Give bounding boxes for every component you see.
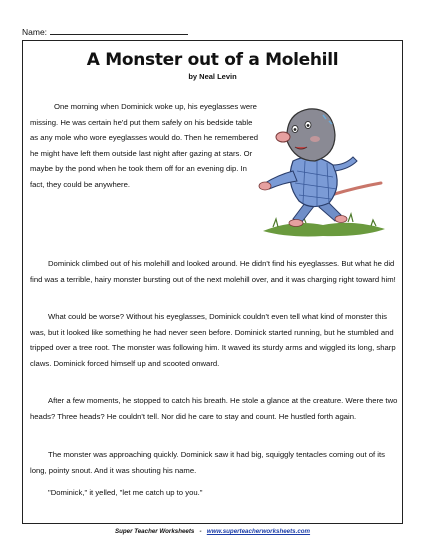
- running-mole-illustration: [253, 91, 393, 241]
- footer-separator: -: [199, 528, 202, 535]
- story-paragraph-5: The monster was approaching quickly. Dominick saw it had big, squiggly tentacles coming out of its long, pointy snout. And it was shouting his name.: [30, 450, 385, 475]
- name-label: Name:: [22, 27, 48, 37]
- footer-url-link[interactable]: www.superteacherworksheets.com: [206, 528, 311, 535]
- footer-publisher: Super Teacher Worksheets: [114, 528, 195, 535]
- story-paragraph-2: Dominick climbed out of his molehill and looked around. He didn't find his eyeglasses. But what he did find was a terrible, hairy monster bursting out of the next molehill over, and it was charging right toward him!: [30, 259, 396, 284]
- story-byline: by Neal Levin: [188, 72, 237, 81]
- story-paragraph-3: What could be worse? Without his eyeglasses, Dominick couldn't even tell what kind of monster this was, but it looked like something he had never seen before. Dominick started running, but he stumbled and tripped over a tree root. The monster was following him. It waved its sturdy arms and wiggled its long, sharp claws. Dominick forced himself up and scooted onward.: [30, 312, 396, 368]
- worksheet-frame: [22, 40, 403, 524]
- story-title: A Monster out of a Molehill: [86, 50, 339, 70]
- name-field-row: [22, 26, 188, 37]
- story-paragraph-4: After a few moments, he stopped to catch his breath. He stole a glance at the creature. Were there two heads? Three heads? He couldn't tell. Nor did he care to stay and count. He hustled forth again.: [30, 396, 398, 421]
- name-blank-line[interactable]: [50, 26, 188, 35]
- story-paragraph-1: One morning when Dominick woke up, his eyeglasses were missing. He was certain he'd put them safely on his bedside table as any mole who wore eyeglasses would do. Then he remembered he might have left them outside last night after gazing at stars. Or maybe by the pond when he took them off for an evening dip. In fact, they could be anywhere.: [30, 102, 259, 189]
- page-footer: [0, 528, 425, 535]
- story-paragraph-6: "Dominick," it yelled, "let me catch up to you.": [48, 488, 203, 497]
